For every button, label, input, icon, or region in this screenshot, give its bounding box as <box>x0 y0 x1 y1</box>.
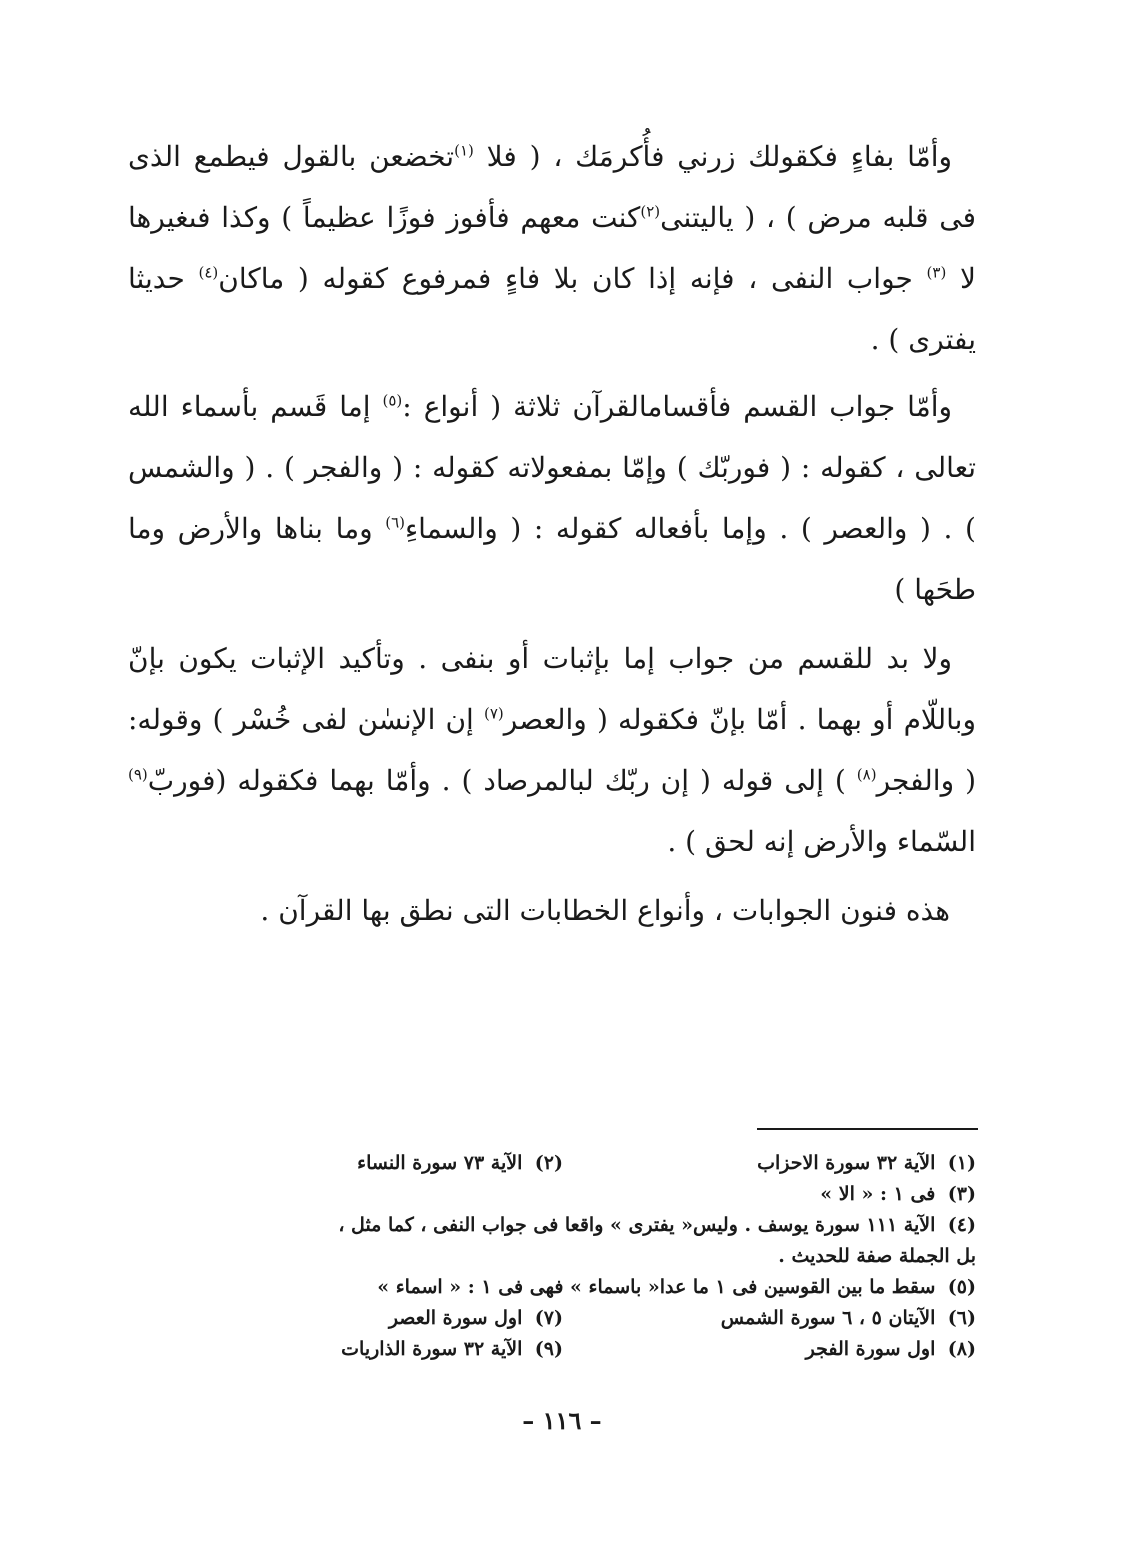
main-text <box>128 126 976 941</box>
footnote-mark-5[interactable]: (٥) <box>382 391 403 410</box>
footnote-row <box>150 1334 976 1365</box>
footnotes <box>150 1148 976 1365</box>
footnote-mark-7[interactable]: (٧) <box>483 704 504 723</box>
footnote-mark-9[interactable]: (٩) <box>128 765 148 784</box>
page-number: – ١١٦ – <box>522 1406 602 1435</box>
footnote-2: (٢) الآية ٧٣ سورة النساء <box>357 1152 563 1174</box>
footnote-mark-2[interactable]: (٢) <box>640 202 661 221</box>
footnote-row <box>150 1148 976 1179</box>
footnote-row <box>150 1210 976 1241</box>
footnote-mark-6[interactable]: (٦) <box>385 513 406 532</box>
footnote-7: (٧) اول سورة العصر <box>388 1307 563 1329</box>
paragraph-oath-answer: وأمّا جواب القسم فأقسامالقرآن ثلاثة ( أنواع :$^{(٥)}$ إما قَسم بأسماء الله تعالى ، كقوله : ( فوربّك ) وإمّا بمفعولاته كقوله : ( والفجر ) . ( والشمس ) . ( والعصر ) . وإما بأفعاله كقوله : ( والسماءِ$^{(٦)}$ وما بناها والأرض وما طحَها ) <box>128 390 976 606</box>
paragraph-closing: هذه فنون الجوابات ، وأنواع الخطابات التى نطق بها القرآن . <box>260 894 950 927</box>
footnote-8: (٨) اول سورة الفجر <box>805 1338 976 1360</box>
footnote-separator <box>757 1128 978 1130</box>
paragraph-answer-fa: وأمّا بفاءٍ فكقولك زرني فأُكرمَك ، ( فلا $^{(١)}$تخضعن بالقول فيطمع الذى فى قلبه مرض ) ، ( ياليتنى$^{(٢)}$كنت معهم فأفوز فوزًا عظيماً ) وكذا فىغيرها لا $^{(٣)}$ جواب النفى ، فإنه إذا كان بلا فاءٍ فمرفوع كقوله ( ماكان$^{(٤)}$ حديثا يفترى ) . <box>128 140 976 356</box>
footnote-5: (٥) سقط ما بين القوسين فى ١ ما عدا« باسماء » فهى فى ١ : « اسماء » <box>377 1276 976 1298</box>
footnote-9: (٩) الآية ٣٢ سورة الذاريات <box>341 1338 563 1360</box>
footnote-mark-8[interactable]: (٨) <box>856 765 877 784</box>
footnote-row <box>150 1241 976 1272</box>
footnote-mark-3[interactable]: (٣) <box>926 263 947 282</box>
footnote-row <box>150 1179 976 1210</box>
footnote-4-continuation: بل الجملة صفة للحديث . <box>778 1245 976 1267</box>
footnote-1: (١) الآية ٣٢ سورة الاحزاب <box>757 1152 976 1174</box>
footnote-3: (٣) فى ١ : « الا » <box>820 1183 976 1205</box>
paragraph-oath-affirmation: ولا بد للقسم من جواب إما بإثبات أو بنفى . وتأكيد الإثبات يكون بإنّ وباللّام أو بهما . أمّا بإنّ فكقوله ( والعصر$^{(٧)}$ إن الإنسٰن لفى خُسْر ) وقوله: ( والفجر$^{(٨)}$ ) إلى قوله ( إن ربّك لبالمرصاد ) . وأمّا بهما فكقوله (فوربّ$^{(٩)}$ السّماء والأرض إنه لحق ) . <box>128 642 976 858</box>
footnote-row <box>150 1303 976 1334</box>
footnote-6: (٦) الآيتان ٥ ، ٦ سورة الشمس <box>720 1307 976 1329</box>
footnote-4: (٤) الآية ١١١ سورة يوسف . وليس« يفترى » واقعا فى جواب النفى ، كما مثل ، <box>338 1214 976 1236</box>
footnote-mark-1[interactable]: (١) <box>454 141 474 160</box>
footnote-mark-4[interactable]: (٤) <box>198 263 219 282</box>
footnote-row <box>150 1272 976 1303</box>
